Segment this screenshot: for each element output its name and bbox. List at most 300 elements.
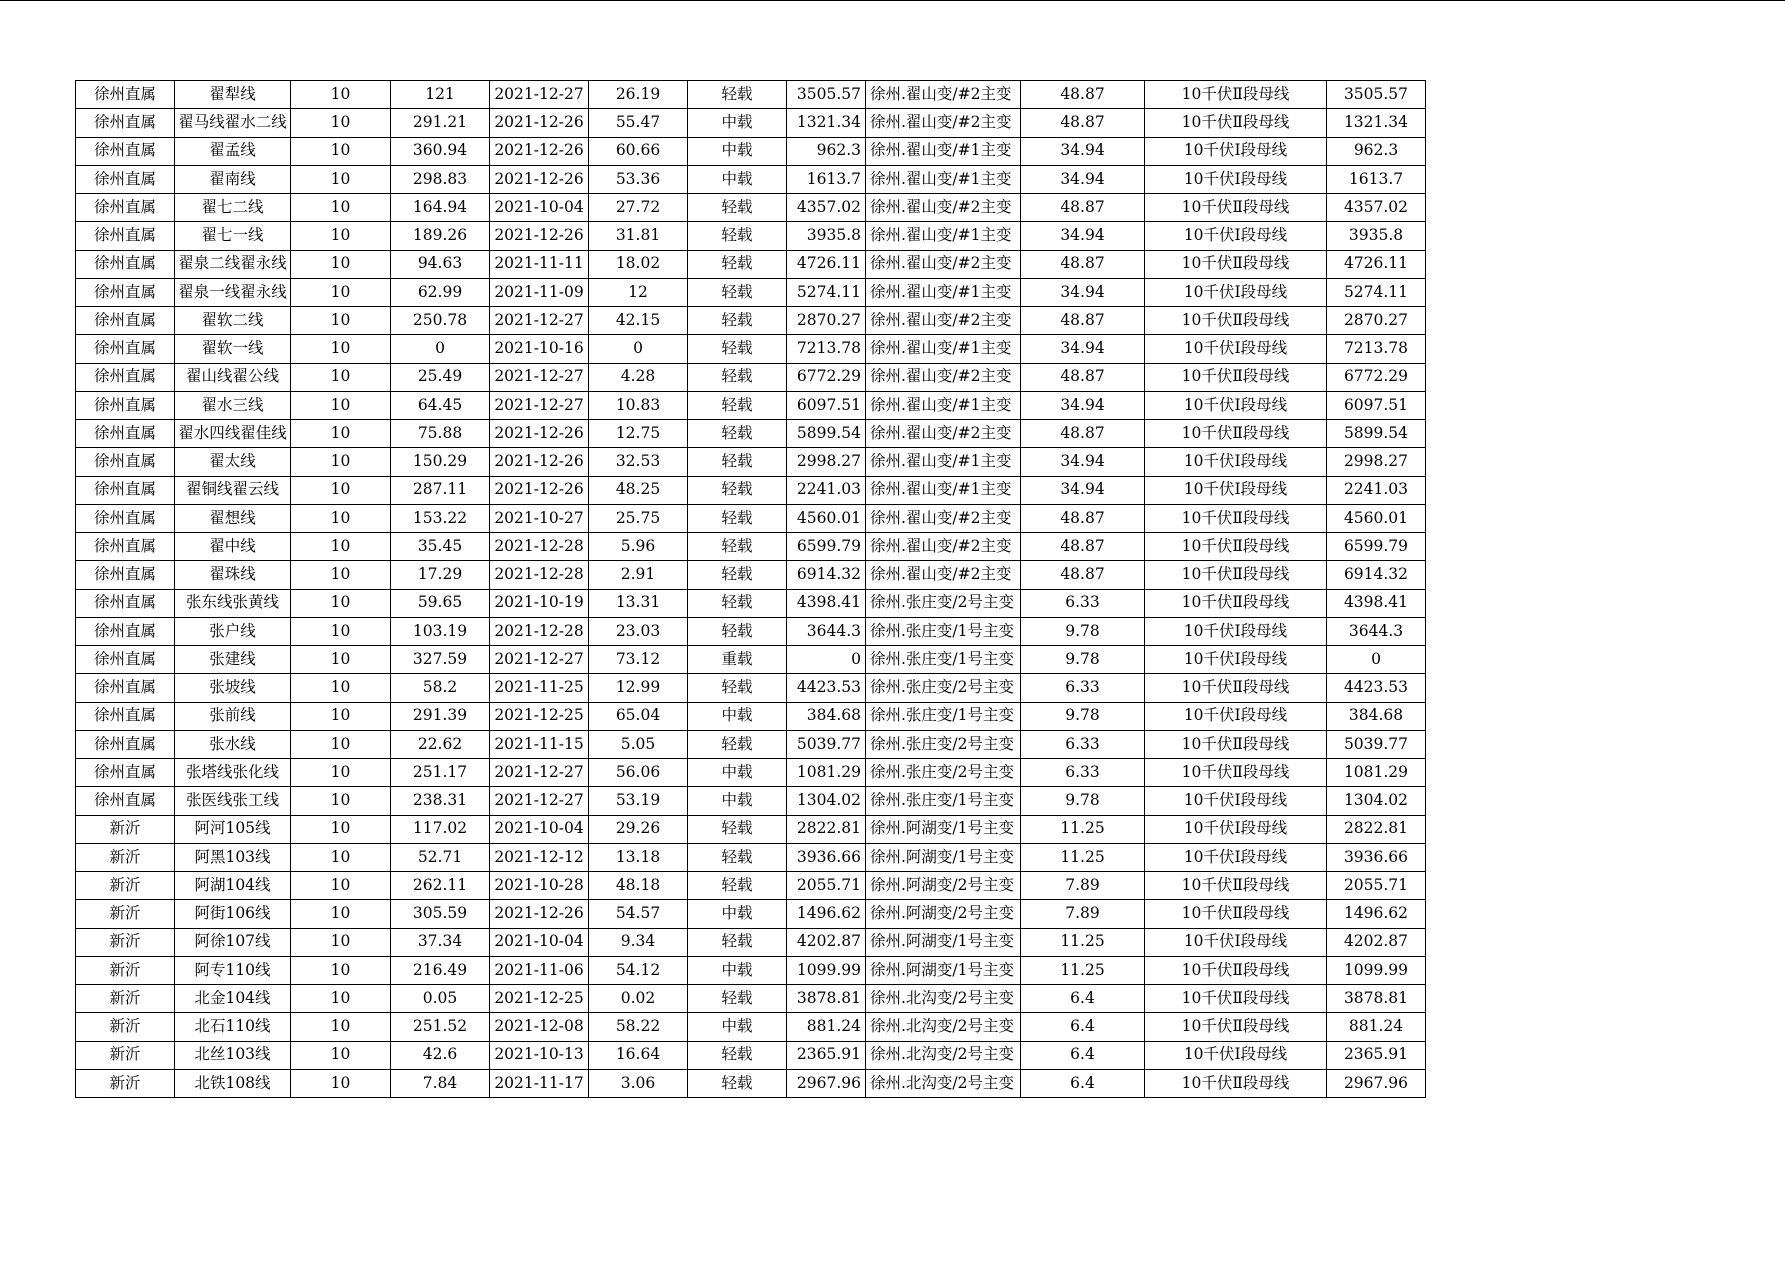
load-rate-cell: 29.26	[589, 815, 688, 843]
load-status-cell: 轻载	[688, 1041, 787, 1069]
line-name-cell: 阿街106线	[175, 900, 291, 928]
voltage-cell: 10	[291, 533, 391, 561]
date-cell: 2021-10-04	[490, 928, 589, 956]
substation-transformer-cell: 徐州.张庄变/1号主变	[866, 702, 1021, 730]
current-cell: 291.39	[391, 702, 490, 730]
line-name-cell: 阿湖104线	[175, 872, 291, 900]
current-cell: 287.11	[391, 476, 490, 504]
substation-transformer-cell: 徐州.翟山变/#1主变	[866, 222, 1021, 250]
voltage-cell: 10	[291, 391, 391, 419]
load-rate-cell: 3.06	[589, 1069, 688, 1097]
available-capacity-cell: 2822.81	[1327, 815, 1426, 843]
remaining-capacity-cell: 1099.99	[787, 956, 866, 984]
line-name-cell: 翟中线	[175, 533, 291, 561]
current-cell: 164.94	[391, 194, 490, 222]
voltage-cell: 10	[291, 109, 391, 137]
transformer-load-rate-cell: 34.94	[1021, 448, 1145, 476]
line-name-cell: 张坡线	[175, 674, 291, 702]
region-cell: 徐州直属	[76, 194, 175, 222]
voltage-cell: 10	[291, 307, 391, 335]
current-cell: 94.63	[391, 250, 490, 278]
transformer-load-rate-cell: 34.94	[1021, 391, 1145, 419]
substation-transformer-cell: 徐州.翟山变/#2主变	[866, 109, 1021, 137]
busbar-cell: 10千伏Ⅰ段母线	[1145, 702, 1327, 730]
busbar-cell: 10千伏Ⅱ段母线	[1145, 561, 1327, 589]
transformer-load-rate-cell: 9.78	[1021, 702, 1145, 730]
voltage-cell: 10	[291, 956, 391, 984]
transformer-load-rate-cell: 48.87	[1021, 81, 1145, 109]
busbar-cell: 10千伏Ⅱ段母线	[1145, 363, 1327, 391]
remaining-capacity-cell: 4202.87	[787, 928, 866, 956]
region-cell: 新沂	[76, 900, 175, 928]
load-status-cell: 中载	[688, 137, 787, 165]
line-name-cell: 北铁108线	[175, 1069, 291, 1097]
region-cell: 徐州直属	[76, 589, 175, 617]
region-cell: 新沂	[76, 956, 175, 984]
date-cell: 2021-12-27	[490, 363, 589, 391]
load-status-cell: 中载	[688, 956, 787, 984]
transformer-load-rate-cell: 6.4	[1021, 1041, 1145, 1069]
date-cell: 2021-10-19	[490, 589, 589, 617]
substation-transformer-cell: 徐州.翟山变/#2主变	[866, 194, 1021, 222]
remaining-capacity-cell: 6772.29	[787, 363, 866, 391]
current-cell: 298.83	[391, 165, 490, 193]
busbar-cell: 10千伏Ⅰ段母线	[1145, 646, 1327, 674]
voltage-cell: 10	[291, 985, 391, 1013]
remaining-capacity-cell: 6097.51	[787, 391, 866, 419]
remaining-capacity-cell: 2870.27	[787, 307, 866, 335]
available-capacity-cell: 2055.71	[1327, 872, 1426, 900]
substation-transformer-cell: 徐州.翟山变/#1主变	[866, 278, 1021, 306]
table-row	[76, 476, 1426, 504]
date-cell: 2021-12-26	[490, 476, 589, 504]
busbar-cell: 10千伏Ⅱ段母线	[1145, 589, 1327, 617]
load-status-cell: 中载	[688, 702, 787, 730]
transformer-load-rate-cell: 48.87	[1021, 194, 1145, 222]
remaining-capacity-cell: 3505.57	[787, 81, 866, 109]
load-status-cell: 轻载	[688, 730, 787, 758]
region-cell: 新沂	[76, 872, 175, 900]
available-capacity-cell: 1099.99	[1327, 956, 1426, 984]
current-cell: 75.88	[391, 420, 490, 448]
line-name-cell: 阿黑103线	[175, 843, 291, 871]
load-status-cell: 中载	[688, 109, 787, 137]
voltage-cell: 10	[291, 759, 391, 787]
load-status-cell: 轻载	[688, 448, 787, 476]
table-row	[76, 872, 1426, 900]
region-cell: 新沂	[76, 1013, 175, 1041]
load-rate-cell: 26.19	[589, 81, 688, 109]
page-top-border	[0, 0, 1785, 1]
date-cell: 2021-10-04	[490, 815, 589, 843]
load-rate-cell: 53.19	[589, 787, 688, 815]
voltage-cell: 10	[291, 900, 391, 928]
current-cell: 103.19	[391, 617, 490, 645]
load-status-cell: 轻载	[688, 561, 787, 589]
date-cell: 2021-12-27	[490, 391, 589, 419]
region-cell: 徐州直属	[76, 787, 175, 815]
busbar-cell: 10千伏Ⅱ段母线	[1145, 1069, 1327, 1097]
current-cell: 250.78	[391, 307, 490, 335]
load-rate-cell: 12	[589, 278, 688, 306]
substation-transformer-cell: 徐州.张庄变/2号主变	[866, 759, 1021, 787]
transformer-load-rate-cell: 34.94	[1021, 335, 1145, 363]
date-cell: 2021-10-04	[490, 194, 589, 222]
region-cell: 徐州直属	[76, 278, 175, 306]
current-cell: 216.49	[391, 956, 490, 984]
table-row	[76, 674, 1426, 702]
remaining-capacity-cell: 4726.11	[787, 250, 866, 278]
table-row	[76, 985, 1426, 1013]
load-rate-cell: 58.22	[589, 1013, 688, 1041]
load-status-cell: 中载	[688, 759, 787, 787]
region-cell: 新沂	[76, 1041, 175, 1069]
date-cell: 2021-12-27	[490, 646, 589, 674]
table-row	[76, 504, 1426, 532]
current-cell: 121	[391, 81, 490, 109]
region-cell: 徐州直属	[76, 420, 175, 448]
transformer-load-rate-cell: 48.87	[1021, 109, 1145, 137]
voltage-cell: 10	[291, 928, 391, 956]
busbar-cell: 10千伏Ⅰ段母线	[1145, 222, 1327, 250]
voltage-cell: 10	[291, 137, 391, 165]
line-name-cell: 阿徐107线	[175, 928, 291, 956]
remaining-capacity-cell: 7213.78	[787, 335, 866, 363]
table-row	[76, 81, 1426, 109]
transformer-load-rate-cell: 34.94	[1021, 222, 1145, 250]
line-name-cell: 翟水四线翟佳线	[175, 420, 291, 448]
voltage-cell: 10	[291, 589, 391, 617]
available-capacity-cell: 7213.78	[1327, 335, 1426, 363]
voltage-cell: 10	[291, 278, 391, 306]
table-row	[76, 617, 1426, 645]
current-cell: 238.31	[391, 787, 490, 815]
load-rate-cell: 12.99	[589, 674, 688, 702]
region-cell: 徐州直属	[76, 109, 175, 137]
remaining-capacity-cell: 4423.53	[787, 674, 866, 702]
region-cell: 徐州直属	[76, 617, 175, 645]
substation-transformer-cell: 徐州.翟山变/#1主变	[866, 165, 1021, 193]
current-cell: 189.26	[391, 222, 490, 250]
line-name-cell: 翟泉二线翟永线	[175, 250, 291, 278]
line-name-cell: 张前线	[175, 702, 291, 730]
date-cell: 2021-10-16	[490, 335, 589, 363]
region-cell: 徐州直属	[76, 250, 175, 278]
date-cell: 2021-11-11	[490, 250, 589, 278]
line-name-cell: 翟七二线	[175, 194, 291, 222]
current-cell: 251.52	[391, 1013, 490, 1041]
available-capacity-cell: 6599.79	[1327, 533, 1426, 561]
load-rate-cell: 48.18	[589, 872, 688, 900]
remaining-capacity-cell: 1613.7	[787, 165, 866, 193]
remaining-capacity-cell: 2967.96	[787, 1069, 866, 1097]
table-row	[76, 391, 1426, 419]
current-cell: 35.45	[391, 533, 490, 561]
table-row	[76, 420, 1426, 448]
load-status-cell: 轻载	[688, 476, 787, 504]
voltage-cell: 10	[291, 335, 391, 363]
busbar-cell: 10千伏Ⅰ段母线	[1145, 335, 1327, 363]
region-cell: 新沂	[76, 985, 175, 1013]
region-cell: 徐州直属	[76, 533, 175, 561]
line-name-cell: 翟泉一线翟永线	[175, 278, 291, 306]
voltage-cell: 10	[291, 1013, 391, 1041]
region-cell: 徐州直属	[76, 307, 175, 335]
transformer-load-rate-cell: 7.89	[1021, 900, 1145, 928]
remaining-capacity-cell: 6599.79	[787, 533, 866, 561]
voltage-cell: 10	[291, 674, 391, 702]
remaining-capacity-cell: 1304.02	[787, 787, 866, 815]
date-cell: 2021-12-28	[490, 617, 589, 645]
line-name-cell: 翟南线	[175, 165, 291, 193]
busbar-cell: 10千伏Ⅰ段母线	[1145, 391, 1327, 419]
table-row	[76, 759, 1426, 787]
substation-transformer-cell: 徐州.翟山变/#1主变	[866, 137, 1021, 165]
voltage-cell: 10	[291, 561, 391, 589]
busbar-cell: 10千伏Ⅱ段母线	[1145, 307, 1327, 335]
date-cell: 2021-12-12	[490, 843, 589, 871]
current-cell: 291.21	[391, 109, 490, 137]
available-capacity-cell: 962.3	[1327, 137, 1426, 165]
load-rate-cell: 0.02	[589, 985, 688, 1013]
voltage-cell: 10	[291, 363, 391, 391]
current-cell: 52.71	[391, 843, 490, 871]
line-name-cell: 翟珠线	[175, 561, 291, 589]
voltage-cell: 10	[291, 815, 391, 843]
transformer-load-rate-cell: 6.4	[1021, 1013, 1145, 1041]
substation-transformer-cell: 徐州.翟山变/#2主变	[866, 420, 1021, 448]
table-row	[76, 928, 1426, 956]
remaining-capacity-cell: 5039.77	[787, 730, 866, 758]
region-cell: 徐州直属	[76, 646, 175, 674]
load-status-cell: 轻载	[688, 928, 787, 956]
remaining-capacity-cell: 3935.8	[787, 222, 866, 250]
current-cell: 22.62	[391, 730, 490, 758]
voltage-cell: 10	[291, 504, 391, 532]
transformer-load-rate-cell: 34.94	[1021, 476, 1145, 504]
substation-transformer-cell: 徐州.翟山变/#2主变	[866, 561, 1021, 589]
line-name-cell: 翟太线	[175, 448, 291, 476]
load-status-cell: 中载	[688, 165, 787, 193]
load-rate-cell: 12.75	[589, 420, 688, 448]
substation-transformer-cell: 徐州.翟山变/#1主变	[866, 335, 1021, 363]
transformer-load-rate-cell: 11.25	[1021, 843, 1145, 871]
date-cell: 2021-12-26	[490, 165, 589, 193]
transformer-load-rate-cell: 48.87	[1021, 363, 1145, 391]
table-row	[76, 730, 1426, 758]
voltage-cell: 10	[291, 194, 391, 222]
date-cell: 2021-12-26	[490, 420, 589, 448]
busbar-cell: 10千伏Ⅱ段母线	[1145, 250, 1327, 278]
line-name-cell: 阿河105线	[175, 815, 291, 843]
load-rate-cell: 42.15	[589, 307, 688, 335]
available-capacity-cell: 4560.01	[1327, 504, 1426, 532]
transformer-load-rate-cell: 48.87	[1021, 533, 1145, 561]
current-cell: 251.17	[391, 759, 490, 787]
transformer-load-rate-cell: 48.87	[1021, 504, 1145, 532]
line-name-cell: 张医线张工线	[175, 787, 291, 815]
table-row	[76, 589, 1426, 617]
busbar-cell: 10千伏Ⅰ段母线	[1145, 137, 1327, 165]
busbar-cell: 10千伏Ⅱ段母线	[1145, 900, 1327, 928]
available-capacity-cell: 4423.53	[1327, 674, 1426, 702]
load-rate-cell: 48.25	[589, 476, 688, 504]
voltage-cell: 10	[291, 787, 391, 815]
line-name-cell: 张东线张黄线	[175, 589, 291, 617]
date-cell: 2021-12-25	[490, 702, 589, 730]
region-cell: 徐州直属	[76, 363, 175, 391]
busbar-cell: 10千伏Ⅱ段母线	[1145, 759, 1327, 787]
load-rate-cell: 0	[589, 335, 688, 363]
remaining-capacity-cell: 4398.41	[787, 589, 866, 617]
transformer-load-rate-cell: 11.25	[1021, 928, 1145, 956]
transformer-load-rate-cell: 34.94	[1021, 165, 1145, 193]
voltage-cell: 10	[291, 165, 391, 193]
region-cell: 徐州直属	[76, 730, 175, 758]
line-name-cell: 翟孟线	[175, 137, 291, 165]
region-cell: 徐州直属	[76, 448, 175, 476]
available-capacity-cell: 881.24	[1327, 1013, 1426, 1041]
remaining-capacity-cell: 3878.81	[787, 985, 866, 1013]
table-row	[76, 787, 1426, 815]
substation-transformer-cell: 徐州.张庄变/2号主变	[866, 730, 1021, 758]
load-status-cell: 轻载	[688, 363, 787, 391]
line-name-cell: 北金104线	[175, 985, 291, 1013]
date-cell: 2021-11-09	[490, 278, 589, 306]
available-capacity-cell: 6097.51	[1327, 391, 1426, 419]
table-row	[76, 702, 1426, 730]
load-rate-cell: 5.96	[589, 533, 688, 561]
busbar-cell: 10千伏Ⅰ段母线	[1145, 448, 1327, 476]
remaining-capacity-cell: 2998.27	[787, 448, 866, 476]
region-cell: 徐州直属	[76, 222, 175, 250]
line-name-cell: 张水线	[175, 730, 291, 758]
remaining-capacity-cell: 6914.32	[787, 561, 866, 589]
date-cell: 2021-12-08	[490, 1013, 589, 1041]
table-row	[76, 307, 1426, 335]
remaining-capacity-cell: 4357.02	[787, 194, 866, 222]
date-cell: 2021-11-06	[490, 956, 589, 984]
remaining-capacity-cell: 4560.01	[787, 504, 866, 532]
line-name-cell: 翟七一线	[175, 222, 291, 250]
transformer-load-rate-cell: 48.87	[1021, 250, 1145, 278]
load-rate-cell: 13.31	[589, 589, 688, 617]
available-capacity-cell: 6772.29	[1327, 363, 1426, 391]
transformer-load-rate-cell: 34.94	[1021, 278, 1145, 306]
current-cell: 0	[391, 335, 490, 363]
current-cell: 64.45	[391, 391, 490, 419]
transformer-load-rate-cell: 6.4	[1021, 1069, 1145, 1097]
line-name-cell: 张建线	[175, 646, 291, 674]
date-cell: 2021-12-27	[490, 787, 589, 815]
remaining-capacity-cell: 2055.71	[787, 872, 866, 900]
load-status-cell: 轻载	[688, 504, 787, 532]
date-cell: 2021-12-27	[490, 759, 589, 787]
table-body	[76, 81, 1426, 1098]
available-capacity-cell: 2870.27	[1327, 307, 1426, 335]
substation-transformer-cell: 徐州.张庄变/2号主变	[866, 589, 1021, 617]
load-status-cell: 轻载	[688, 391, 787, 419]
available-capacity-cell: 1081.29	[1327, 759, 1426, 787]
load-status-cell: 中载	[688, 787, 787, 815]
busbar-cell: 10千伏Ⅰ段母线	[1145, 815, 1327, 843]
voltage-cell: 10	[291, 702, 391, 730]
busbar-cell: 10千伏Ⅱ段母线	[1145, 985, 1327, 1013]
load-rate-cell: 10.83	[589, 391, 688, 419]
remaining-capacity-cell: 962.3	[787, 137, 866, 165]
busbar-cell: 10千伏Ⅱ段母线	[1145, 533, 1327, 561]
substation-transformer-cell: 徐州.阿湖变/2号主变	[866, 900, 1021, 928]
region-cell: 徐州直属	[76, 476, 175, 504]
region-cell: 徐州直属	[76, 504, 175, 532]
transformer-load-rate-cell: 34.94	[1021, 137, 1145, 165]
date-cell: 2021-12-26	[490, 900, 589, 928]
table-row	[76, 194, 1426, 222]
transformer-load-rate-cell: 6.33	[1021, 759, 1145, 787]
current-cell: 62.99	[391, 278, 490, 306]
busbar-cell: 10千伏Ⅱ段母线	[1145, 420, 1327, 448]
table-row	[76, 1069, 1426, 1097]
substation-transformer-cell: 徐州.张庄变/1号主变	[866, 646, 1021, 674]
busbar-cell: 10千伏Ⅱ段母线	[1145, 81, 1327, 109]
substation-transformer-cell: 徐州.阿湖变/1号主变	[866, 815, 1021, 843]
load-status-cell: 重载	[688, 646, 787, 674]
region-cell: 新沂	[76, 815, 175, 843]
region-cell: 徐州直属	[76, 702, 175, 730]
table-row	[76, 815, 1426, 843]
remaining-capacity-cell: 5274.11	[787, 278, 866, 306]
load-rate-cell: 16.64	[589, 1041, 688, 1069]
load-status-cell: 轻载	[688, 985, 787, 1013]
table-row	[76, 109, 1426, 137]
date-cell: 2021-10-27	[490, 504, 589, 532]
load-status-cell: 轻载	[688, 250, 787, 278]
available-capacity-cell: 1613.7	[1327, 165, 1426, 193]
busbar-cell: 10千伏Ⅰ段母线	[1145, 617, 1327, 645]
region-cell: 新沂	[76, 928, 175, 956]
available-capacity-cell: 1496.62	[1327, 900, 1426, 928]
available-capacity-cell: 4202.87	[1327, 928, 1426, 956]
date-cell: 2021-12-27	[490, 307, 589, 335]
table-row	[76, 250, 1426, 278]
substation-transformer-cell: 徐州.阿湖变/2号主变	[866, 872, 1021, 900]
date-cell: 2021-12-25	[490, 985, 589, 1013]
transformer-load-rate-cell: 48.87	[1021, 561, 1145, 589]
busbar-cell: 10千伏Ⅱ段母线	[1145, 956, 1327, 984]
load-rate-cell: 23.03	[589, 617, 688, 645]
voltage-cell: 10	[291, 476, 391, 504]
voltage-cell: 10	[291, 420, 391, 448]
table-row	[76, 900, 1426, 928]
table-row	[76, 533, 1426, 561]
load-rate-cell: 18.02	[589, 250, 688, 278]
substation-transformer-cell: 徐州.翟山变/#2主变	[866, 250, 1021, 278]
line-name-cell: 翟软一线	[175, 335, 291, 363]
line-name-cell: 翟水三线	[175, 391, 291, 419]
table-row	[76, 1013, 1426, 1041]
load-rate-cell: 4.28	[589, 363, 688, 391]
available-capacity-cell: 1304.02	[1327, 787, 1426, 815]
table-row	[76, 137, 1426, 165]
substation-transformer-cell: 徐州.翟山变/#2主变	[866, 533, 1021, 561]
busbar-cell: 10千伏Ⅰ段母线	[1145, 278, 1327, 306]
load-status-cell: 轻载	[688, 420, 787, 448]
table-row	[76, 165, 1426, 193]
transformer-load-rate-cell: 6.33	[1021, 589, 1145, 617]
region-cell: 徐州直属	[76, 391, 175, 419]
current-cell: 117.02	[391, 815, 490, 843]
voltage-cell: 10	[291, 222, 391, 250]
